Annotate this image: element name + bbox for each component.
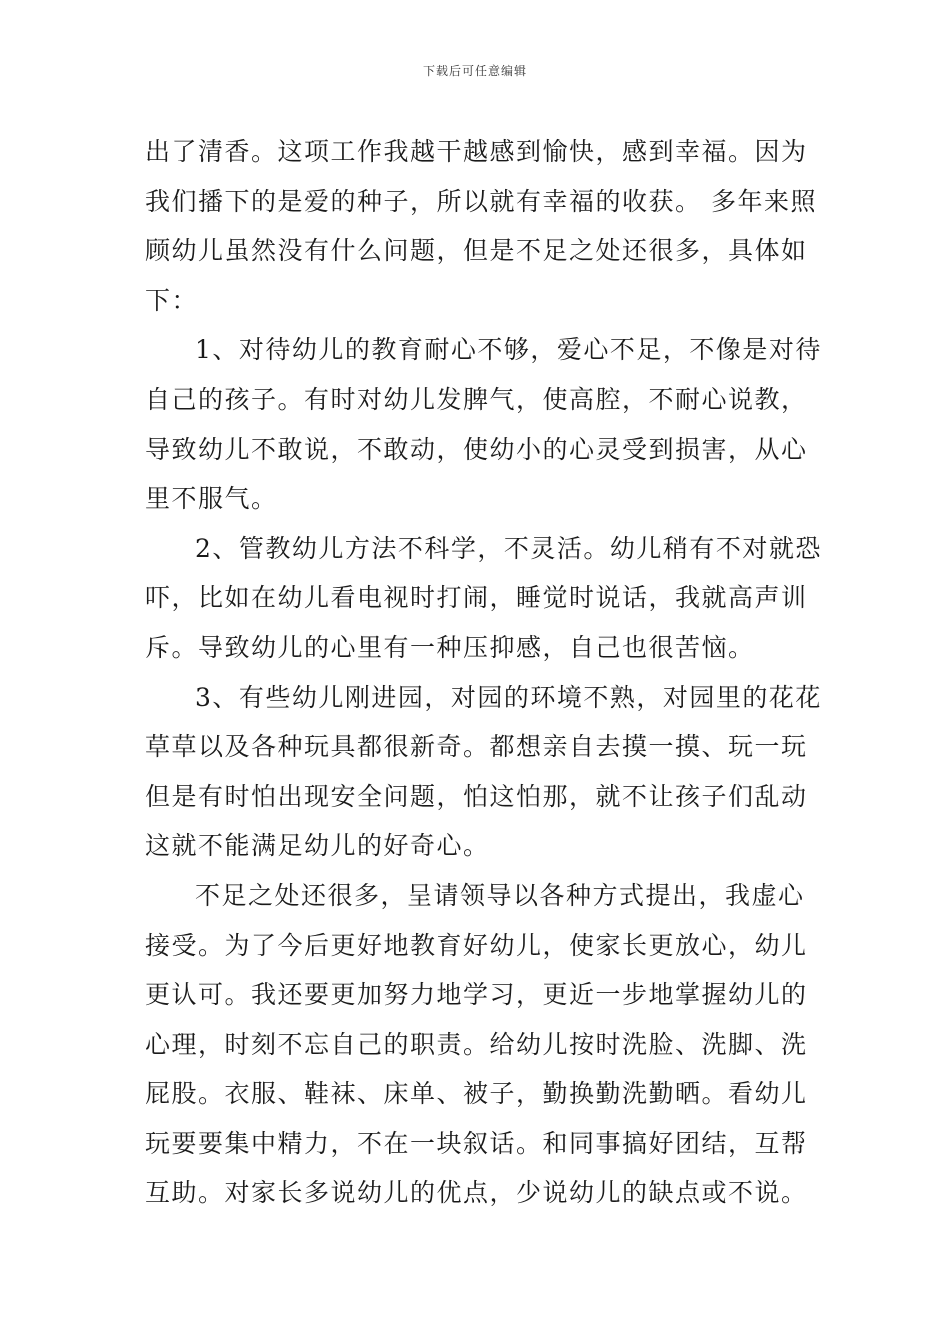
page-header: 下载后可任意编辑 [422, 64, 527, 78]
paragraph-item-1 [145, 325, 822, 523]
text-line: 下： [145, 285, 199, 315]
text-line: 吓，比如在幼儿看电视时打闹，睡觉时说话，我就高声训 [145, 583, 808, 613]
text-line: 顾幼儿虽然没有什么问题，但是不足之处还很多，具体如 [145, 236, 808, 266]
text-line: 屁股。衣服、鞋袜、床单、被子，勤换勤洗勤晒。看幼儿 [145, 1079, 808, 1109]
text-line: 接受。为了今后更好地教育好幼儿，使家长更放心，幼儿 [145, 930, 808, 960]
paragraph-closing [145, 871, 807, 1218]
paragraph-continuation [145, 127, 817, 325]
text-line: 2、管教幼儿方法不科学，不灵活。幼儿稍有不对就恐 [195, 533, 822, 563]
text-line: 玩要要集中精力，不在一块叙话。和同事搞好团结，互帮 [145, 1128, 808, 1158]
text-line: 我们播下的是爱的种子，所以就有幸福的收获。 多年来照 [145, 186, 817, 216]
text-line: 3、有些幼儿刚进园，对园的环境不熟，对园里的花花 [195, 682, 822, 712]
text-line: 导致幼儿不敢说，不敢动，使幼小的心灵受到损害，从心 [145, 434, 808, 464]
text-line: 斥。导致幼儿的心里有一种压抑感，自己也很苦恼。 [145, 632, 755, 662]
text-line: 更认可。我还要更加努力地学习，更近一步地掌握幼儿的 [145, 980, 808, 1010]
text-line: 里不服气。 [145, 484, 278, 514]
text-line: 心理，时刻不忘自己的职责。给幼儿按时洗脸、洗脚、洗 [145, 1029, 808, 1059]
paragraph-item-2 [145, 524, 822, 673]
document-body [145, 127, 822, 1218]
text-line: 这就不能满足幼儿的好奇心。 [145, 831, 490, 861]
paragraph-item-3 [145, 673, 822, 871]
text-line: 草草以及各种玩具都很新奇。都想亲自去摸一摸、玩一玩 [145, 732, 808, 762]
text-line: 1、对待幼儿的教育耐心不够，爱心不足，不像是对待 [195, 335, 822, 365]
text-line: 不足之处还很多，呈请领导以各种方式提出，我虚心 [195, 880, 805, 910]
text-line: 出了清香。这项工作我越干越感到愉快，感到幸福。因为 [145, 137, 808, 166]
text-line: 自己的孩子。有时对幼儿发脾气，使高腔，不耐心说教， [145, 384, 808, 414]
text-line: 互助。对家长多说幼儿的优点，少说幼儿的缺点或不说。 [145, 1178, 808, 1208]
text-line: 但是有时怕出现安全问题，怕这怕那，就不让孩子们乱动 [145, 781, 808, 811]
